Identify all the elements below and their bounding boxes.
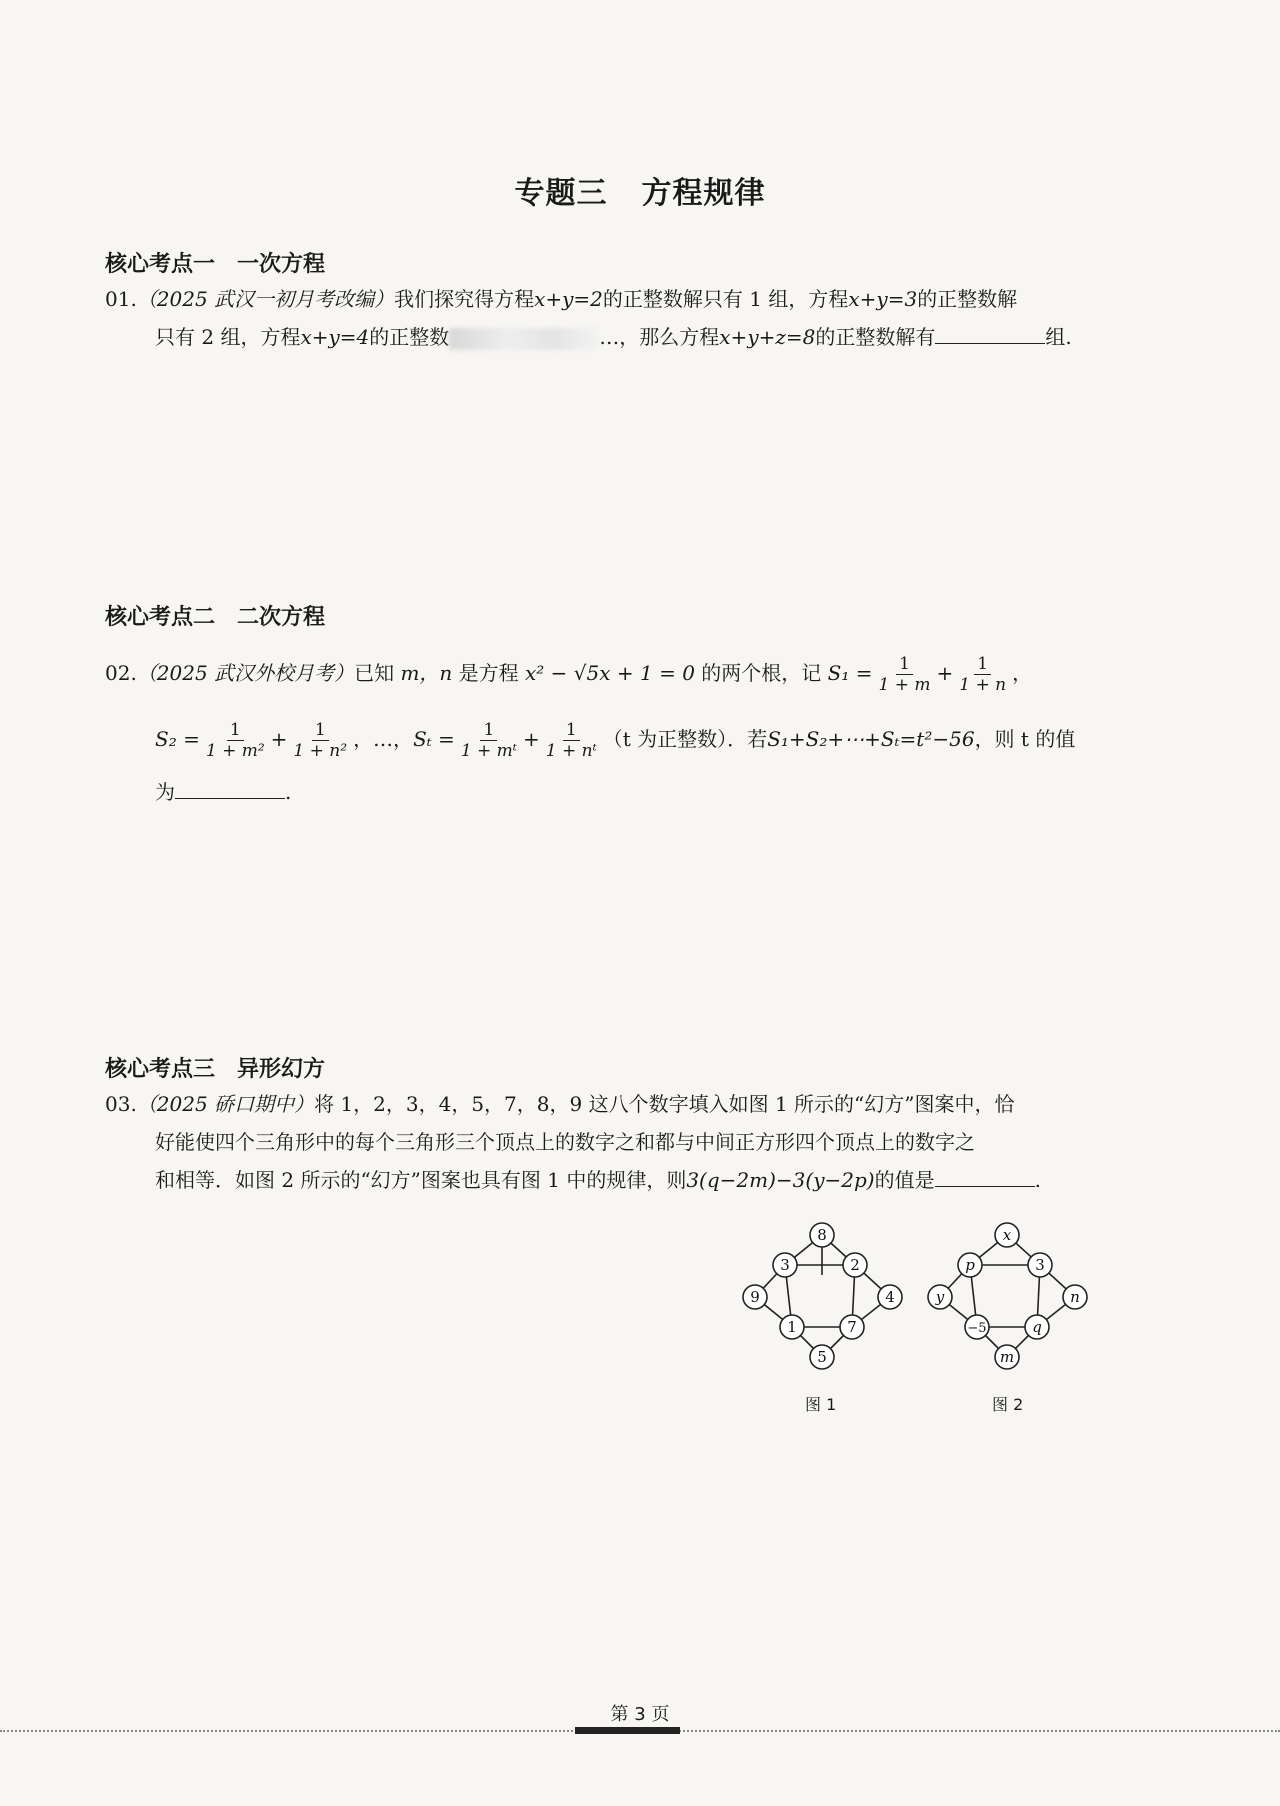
q1-text-h: 组. [1045, 325, 1072, 349]
question-number: 01. [105, 287, 137, 311]
node-label: y [935, 1288, 945, 1306]
node-label: p [965, 1256, 975, 1274]
q1-text-a: 我们探究得方程 [394, 287, 535, 311]
section-heading-3 [105, 1052, 325, 1083]
section-label: 核心考点二 [105, 605, 216, 630]
question-2: 02.（2025 武汉外校月考）已知 m，n 是方程 x² − √5x + 1 = 0 的两个根，记 S₁ = $\frac{1}{1 + m}$ + $\frac{1}{1 + n}$ ， S₂ = $\frac{1}{\text{1 + m²}}$ + $\frac{1}{\text{1 + n²}}$ ，…，Sₜ = $\frac{1}{\text{1 + mᵗ}}$ + $\frac{1}{\text{1 + nᵗ}}$ （t 为正整数）．若S₁+S₂+⋯+Sₜ=t²−56，则 t 的值 为 . [105, 654, 1076, 804]
section-heading-2 [105, 600, 325, 631]
q2-text-b: 是方程 [458, 661, 519, 685]
answer-blank-3[interactable] [935, 1166, 1035, 1187]
numerator: 1 [974, 654, 991, 675]
section-label: 核心考点一 [105, 252, 216, 277]
q1-text-d: 只有 2 组，方程 [155, 325, 301, 349]
question-1 [105, 280, 1150, 356]
node-label: x [1002, 1226, 1012, 1244]
denominator: 1 + mᵗ [460, 741, 517, 761]
q3-expr: 3(q−2m)−3(y−2p) [686, 1168, 875, 1192]
question-3 [105, 1085, 1150, 1199]
obscured-text [449, 328, 599, 350]
fraction [290, 720, 350, 761]
section-label: 核心考点三 [105, 1057, 216, 1082]
q1-eq3: x+y=4 [300, 325, 370, 349]
denominator: 1 + nᵗ [545, 741, 597, 761]
q3-line2: 好能使四个三角形中的每个三角形三个顶点上的数字之和都与中间正方形四个顶点上的数字之 [155, 1130, 975, 1154]
q1-eq2: x+y=3 [848, 287, 918, 311]
q2-text-e: 为 [155, 780, 175, 804]
q2-end: . [285, 780, 292, 804]
question-number: 03. [105, 1092, 137, 1116]
node-label: n [1070, 1288, 1080, 1306]
denominator: 1 + m² [205, 741, 265, 761]
node-label: 3 [1035, 1256, 1045, 1274]
fraction [876, 654, 934, 695]
q2-cond: （t 为正整数）．若 [602, 727, 768, 751]
page-title [0, 168, 1280, 212]
q1-eq4: x+y+z=8 [719, 325, 816, 349]
question-number: 02. [105, 661, 137, 685]
q1-eq1: x+y=2 [534, 287, 603, 311]
numerator: 1 [563, 720, 580, 741]
node-label: −5 [967, 1321, 987, 1336]
node-label: 4 [885, 1288, 895, 1306]
node-label: 7 [847, 1318, 857, 1336]
node-label: 9 [750, 1288, 760, 1306]
section-name: 一次方程 [237, 252, 326, 277]
node-label: m [999, 1348, 1015, 1366]
node-label: 1 [787, 1318, 797, 1336]
section-name: 异形幻方 [237, 1057, 326, 1082]
section-heading-1 [105, 247, 325, 278]
node-label: 5 [817, 1348, 827, 1366]
q2-ellipsis: ，…， [353, 727, 414, 751]
q2-st-label: Sₜ = [413, 727, 455, 751]
q2-vars: m，n [400, 661, 453, 685]
fraction [458, 720, 520, 761]
q2-text-c: 的两个根，记 [701, 661, 822, 685]
q1-text-e: 的正整数 [369, 325, 450, 349]
q3-line3-a: 和相等．如图 2 所示的“幻方”图案也具有图 1 中的规律，则 [155, 1168, 687, 1192]
q1-text-b: 的正整数解只有 1 组，方程 [602, 287, 849, 311]
page-number: 第 3 页 [610, 1704, 670, 1725]
q3-end: . [1034, 1168, 1041, 1192]
figure-1-caption: 图 1 [805, 1395, 837, 1414]
q1-text-f: …，那么方程 [599, 325, 720, 349]
magic-figure-1 [740, 1215, 910, 1380]
fraction [956, 654, 1009, 695]
q3-line3-b: 的值是 [874, 1168, 935, 1192]
q1-text-c: 的正整数解 [917, 287, 1018, 311]
title-part1: 专题三 [514, 176, 608, 211]
answer-blank-2[interactable] [175, 778, 285, 799]
q2-equation: x² − √5x + 1 = 0 [525, 661, 695, 685]
q2-text-a: 已知 [354, 661, 395, 685]
fraction [203, 720, 268, 761]
node-label: 2 [850, 1256, 860, 1274]
fraction [543, 720, 600, 761]
numerator: 1 [312, 720, 329, 741]
section-name: 二次方程 [237, 605, 326, 630]
numerator: 1 [480, 720, 497, 741]
question-source: （2025 武汉外校月考） [136, 661, 355, 685]
q2-s2-label: S₂ = [155, 727, 200, 751]
q2-sum-eq: S₁+S₂+⋯+Sₜ=t²−56 [767, 727, 975, 751]
numerator: 1 [227, 720, 244, 741]
node-label: 8 [817, 1226, 827, 1244]
q2-text-d: ，则 t 的值 [974, 727, 1076, 751]
denominator: 1 + n² [293, 741, 348, 761]
question-source: （2025 硚口期中） [136, 1092, 315, 1116]
numerator: 1 [896, 654, 913, 675]
answer-blank-1[interactable] [935, 323, 1045, 344]
figure-2-caption: 图 2 [992, 1395, 1024, 1414]
q1-text-g: 的正整数解有 [815, 325, 936, 349]
question-source: （2025 武汉一初月考改编） [136, 287, 395, 311]
node-label: q [1032, 1318, 1042, 1336]
denominator: 1 + n [959, 675, 1007, 695]
footer-bar [575, 1727, 680, 1734]
magic-figure-2 [925, 1215, 1095, 1380]
node-label: 3 [780, 1256, 790, 1274]
q3-line1: 将 1，2，3，4，5，7，8，9 这八个数字填入如图 1 所示的“幻方”图案中，恰 [314, 1092, 1015, 1116]
denominator: 1 + m [878, 675, 931, 695]
q2-s1-label: S₁ = [827, 661, 873, 685]
title-part2: 方程规律 [641, 176, 766, 211]
